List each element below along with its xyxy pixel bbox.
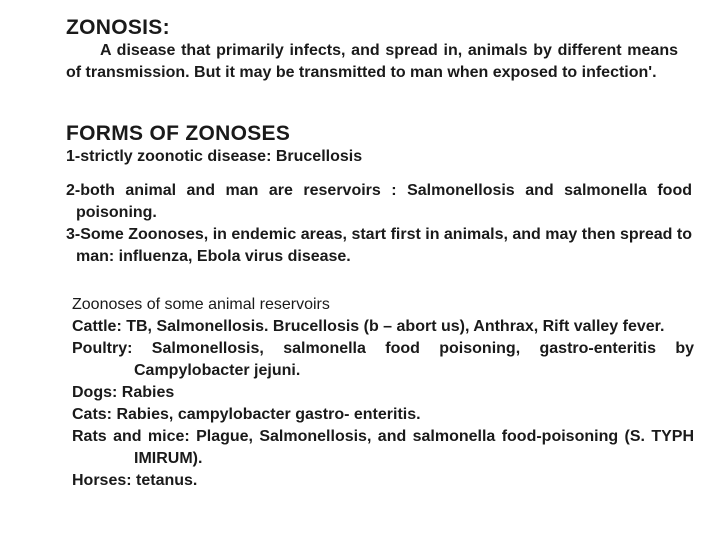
reservoirs-section — [72, 294, 694, 492]
zonosis-section — [66, 16, 678, 84]
reservoir-cattle: Cattle: TB, Salmonellosis. Brucellosis (b – abort us), Anthrax, Rift valley fever. — [72, 318, 665, 335]
forms-section — [66, 122, 692, 268]
reservoir-horses: Horses: tetanus. — [72, 472, 198, 489]
reservoir-poultry: Poultry: Salmonellosis, salmonella food poisoning, gastro-enteritis by Campylobacter jejuni. — [72, 340, 694, 379]
forms-item-2: 2-both animal and man are reservoirs : Salmonellosis and salmonella food poisoning. — [66, 182, 692, 221]
reservoir-dogs: Dogs: Rabies — [72, 384, 175, 401]
reservoir-cats: Cats: Rabies, campylobacter gastro- enteritis. — [72, 406, 421, 423]
zonosis-title: ZONOSIS: — [66, 16, 170, 39]
reservoir-rats-mice: Rats and mice: Plague, Salmonellosis, and salmonella food-poisoning (S. TYPH IMIRUM). — [72, 428, 694, 467]
forms-title: FORMS OF ZONOSES — [66, 122, 291, 145]
forms-item-3: 3-Some Zoonoses, in endemic areas, start first in animals, and may then spread to man: influenza, Ebola virus disease. — [66, 226, 692, 265]
forms-item-1: 1-strictly zoonotic disease: Brucellosis — [66, 148, 363, 165]
reservoirs-title: Zoonoses of some animal reservoirs — [72, 296, 330, 313]
zonosis-definition: A disease that primarily infects, and spread in, animals by different means of transmission. But it may be transmitted to man when exposed to infection'. — [66, 42, 678, 81]
